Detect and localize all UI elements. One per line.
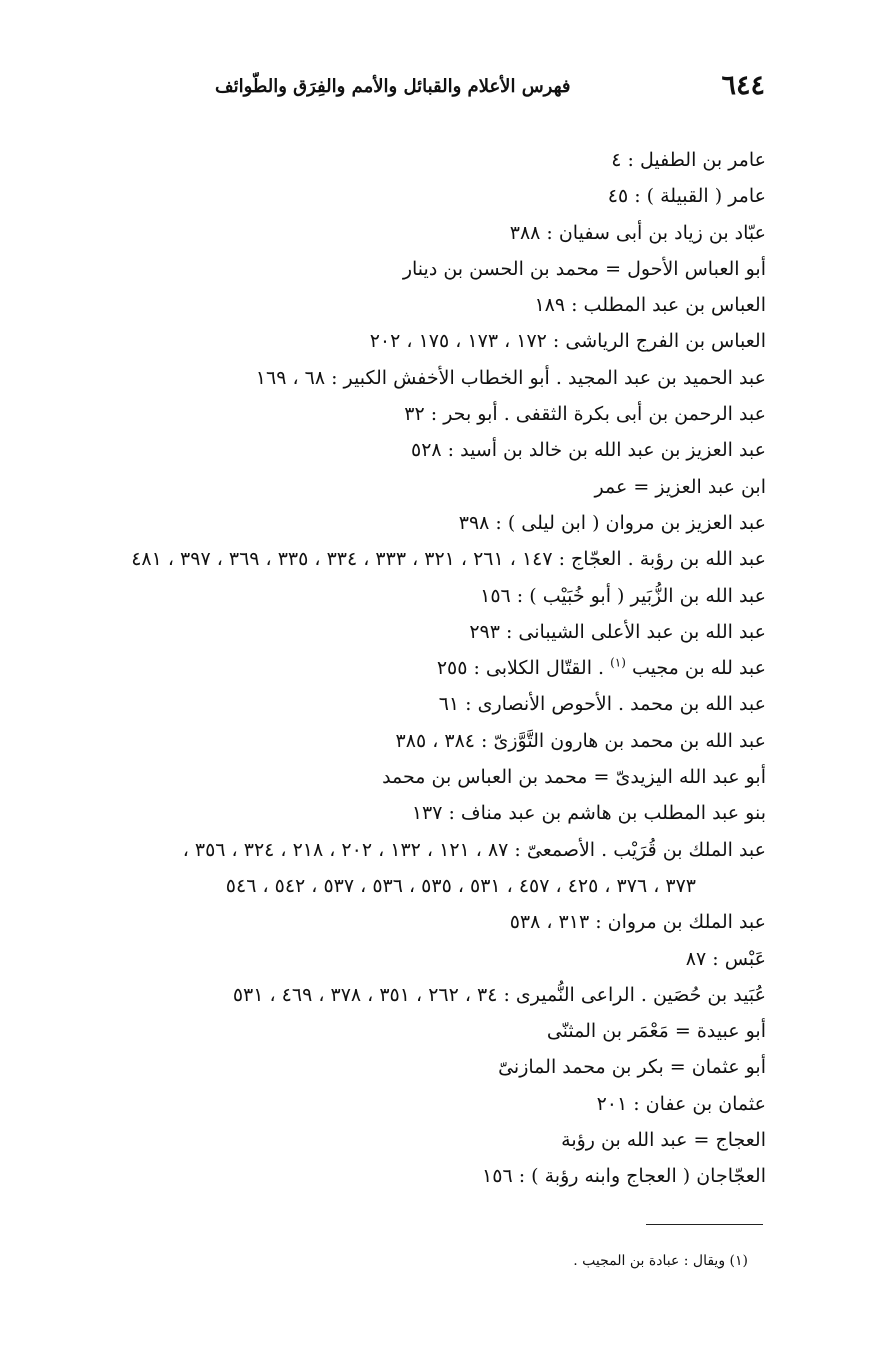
index-entries	[46, 142, 766, 1195]
page-title: فهرس الأعلام والقبائل والأمم والفِرَق والطّوائف	[215, 76, 571, 97]
entry-text: العجّاجان ( العجاج وابنه رؤبة ) : ١٥٦	[482, 1165, 766, 1188]
entry-text: عبد الله بن محمد . الأحوص الأنصارى : ٦١	[438, 693, 766, 716]
entry-text: عبد الله بن رؤبة . العجّاج : ١٤٧ ، ٢٦١ ، ٣٢١ ، ٣٣٣ ، ٣٣٤ ، ٣٣٥ ، ٣٦٩ ، ٣٩٧ ، ٤٨١	[131, 548, 766, 571]
entry-text: أبو عثمان = بكر بن محمد المازنىّ	[498, 1056, 766, 1079]
entry-text: عبد الملك بن قُرَيْب . الأصمعىّ : ٨٧ ، ١٢١ ، ١٣٢ ، ٢٠٢ ، ٢١٨ ، ٣٢٤ ، ٣٥٦ ،	[182, 838, 766, 861]
entry-text: عثمان بن عفان : ٢٠١	[596, 1092, 766, 1115]
index-entry	[46, 142, 766, 178]
index-entry	[46, 977, 766, 1013]
index-entry	[46, 614, 766, 650]
index-entry	[46, 686, 766, 722]
entry-text: أبو العباس الأحول = محمد بن الحسن بن دينار	[402, 257, 766, 280]
footnote: (١) ويقال : عبادة بن المجيب .	[573, 1253, 748, 1269]
index-entry	[46, 360, 766, 396]
entry-text: العجاج = عبد الله بن رؤبة	[561, 1129, 766, 1152]
index-entry	[46, 795, 766, 831]
entry-text-after-reference: . القتّال الكلابى : ٢٥٥	[436, 657, 611, 680]
index-entry	[46, 1049, 766, 1085]
entry-text: عبد الملك بن مروان : ٣١٣ ، ٥٣٨	[509, 911, 766, 934]
entry-text: عبد الله بن الزُّبَير ( أبو خُبَيْب ) : ١٥٦	[480, 584, 766, 607]
index-entry	[46, 1158, 766, 1194]
entry-text: عبد الرحمن بن أبى بكرة الثقفى . أبو بحر : ٣٢	[404, 403, 766, 426]
index-entry	[46, 323, 766, 359]
entry-text: عبد الله بن محمد بن هارون التَّوَّزىّ : ٣٨٤ ، ٣٨٥	[395, 729, 766, 752]
index-entry	[46, 1122, 766, 1158]
entry-text: عبد العزيز بن عبد الله بن خالد بن أسيد : ٥٢٨	[411, 439, 766, 462]
index-entry-continuation	[46, 868, 766, 904]
entry-text: عبد الحميد بن عبد المجيد . أبو الخطاب الأخفش الكبير : ٦٨ ، ١٦٩	[255, 366, 766, 389]
entry-text: عَبْس : ٨٧	[685, 947, 766, 970]
index-entry	[46, 941, 766, 977]
index-entry	[46, 904, 766, 940]
index-entry	[46, 1086, 766, 1122]
entry-text: العباس بن الفرج الرياشى : ١٧٢ ، ١٧٣ ، ١٧٥ ، ٢٠٢	[369, 330, 766, 353]
entry-text: عبد لله بن مجيب	[631, 657, 766, 680]
entry-text: أبو عبيدة = مَعْمَر بن المثنّى	[546, 1020, 766, 1043]
index-entry	[46, 650, 766, 686]
entry-text: ابن عبد العزيز = عمر	[594, 475, 766, 498]
index-entry	[46, 832, 766, 868]
entry-text: عُبَيد بن حُصَين . الراعى النُّميرى : ٣٤ ، ٢٦٢ ، ٣٥١ ، ٣٧٨ ، ٤٦٩ ، ٥٣١	[232, 983, 766, 1006]
footnote-reference: (١)	[610, 655, 626, 670]
index-entry	[46, 178, 766, 214]
entry-text: عامر ( القبيلة ) : ٤٥	[607, 185, 766, 208]
running-head	[215, 70, 765, 110]
index-entry	[46, 215, 766, 251]
entry-text: عبّاد بن زياد بن أبى سفيان : ٣٨٨	[509, 221, 766, 244]
index-entry	[46, 723, 766, 759]
entry-text: بنو عبد المطلب بن هاشم بن عبد مناف : ١٣٧	[411, 802, 766, 825]
index-entry	[46, 287, 766, 323]
index-entry	[46, 1013, 766, 1049]
index-entry	[46, 432, 766, 468]
entry-text: أبو عبد الله اليزيدىّ = محمد بن العباس بن محمد	[382, 766, 766, 789]
entry-text: ٣٧٣ ، ٣٧٦ ، ٤٢٥ ، ٤٥٧ ، ٥٣١ ، ٥٣٥ ، ٥٣٦ ، ٥٣٧ ، ٥٤٢ ، ٥٤٦	[225, 874, 696, 897]
entry-text: عبد العزيز بن مروان ( ابن ليلى ) : ٣٩٨	[458, 511, 766, 534]
index-entry	[46, 759, 766, 795]
index-entry	[46, 469, 766, 505]
index-entry	[46, 578, 766, 614]
index-entry	[46, 251, 766, 287]
index-entry	[46, 505, 766, 541]
index-entry	[46, 541, 766, 577]
page-number: ٦٤٤	[721, 70, 765, 101]
entry-text: عامر بن الطفيل : ٤	[611, 149, 766, 171]
footnote-divider	[646, 1224, 763, 1225]
entry-text: العباس بن عبد المطلب : ١٨٩	[534, 294, 766, 317]
entry-text: عبد الله بن عبد الأعلى الشيبانى : ٢٩٣	[469, 620, 766, 643]
index-entry	[46, 396, 766, 432]
